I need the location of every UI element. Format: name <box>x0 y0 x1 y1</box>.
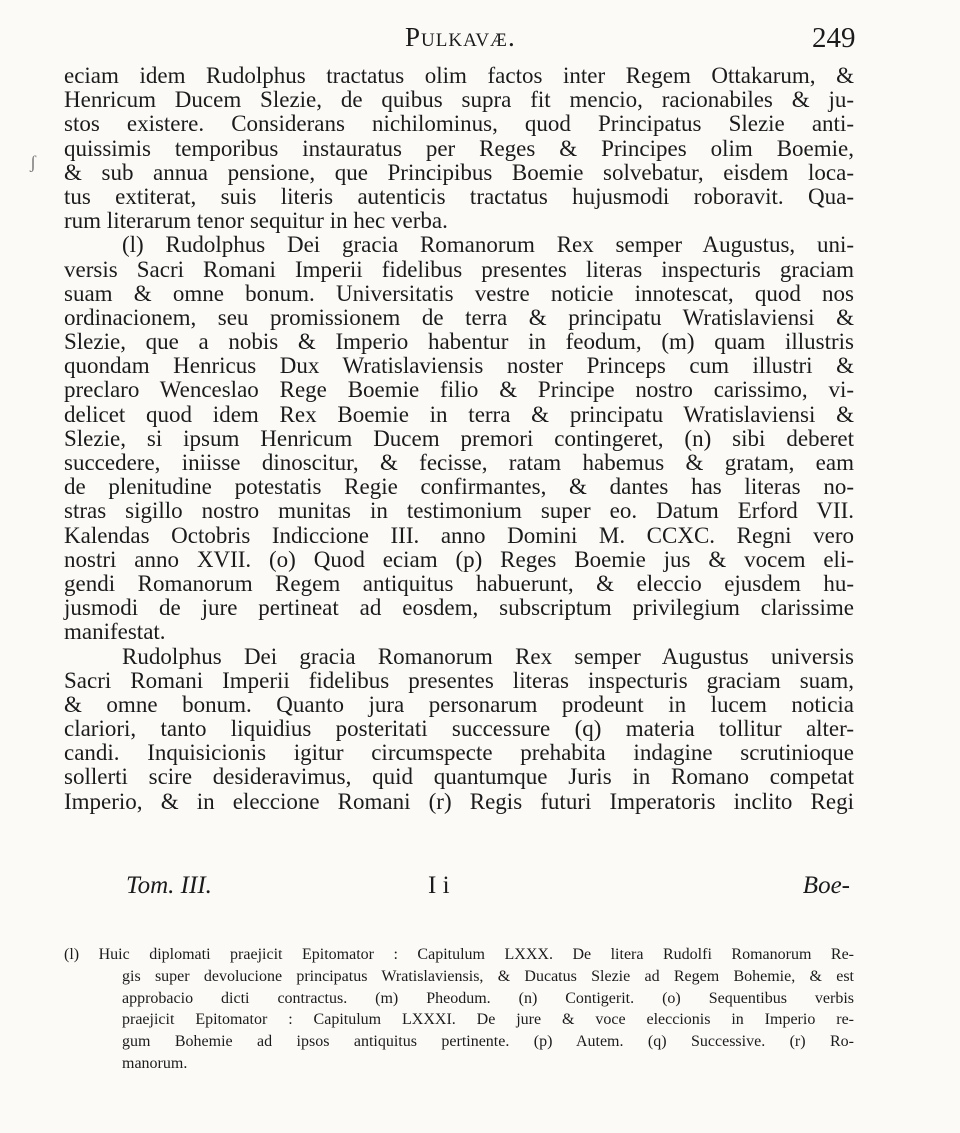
footnote-line: manorum. <box>122 1054 188 1072</box>
page-footer <box>126 872 850 906</box>
text-line: rum literarum tenor sequitur in hec verba. <box>64 208 448 234</box>
text-line: Sacri Romani Imperii fidelibus presentes literas inspecturis graciam suam, <box>64 667 854 693</box>
text-line: ordinacionem, seu promissionem de terra & principatu Wratislaviensi & <box>64 304 854 330</box>
text-line: de plenitudine potestatis Regie confirmantes, & dantes has literas no- <box>64 474 854 500</box>
text-line: preclaro Wenceslao Rege Boemie filio & Principe nostro carissimo, vi- <box>64 377 854 403</box>
running-title: Pulkavæ. <box>405 22 516 52</box>
text-line: jusmodi de jure pertineat ad eosdem, subscriptum privilegium clarissime <box>64 595 854 621</box>
volume-label: Tom. III. <box>126 872 212 899</box>
text-line: Slezie, que a nobis & Imperio habentur in feodum, (m) quam illustris <box>64 329 854 355</box>
text-line: tus extiterat, suis literis autenticis tractatus hujusmodi roboravit. Qua- <box>64 183 854 209</box>
footnotes <box>64 944 854 1075</box>
footnote-line: approbacio dicti contractus. (m) Pheodum. (n) Contigerit. (o) Sequentibus verbis <box>122 989 854 1007</box>
text-line: stras sigillo nostro munitas in testimonium super eo. Datum Erford VII. <box>64 498 854 524</box>
text-line: suam & omne bonum. Universitatis vestre noticie innotescat, quod nos <box>64 280 854 306</box>
text-line: nostri anno XVII. (o) Quod eciam (p) Reges Boemie jus & vocem eli- <box>64 546 854 572</box>
text-line: manifestat. <box>64 619 166 645</box>
text-line: versis Sacri Romani Imperii fidelibus presentes literas inspecturis graciam <box>64 256 854 282</box>
text-line: Rudolphus Dei gracia Romanorum Rex semper Augustus universis <box>122 643 854 669</box>
running-head <box>0 18 960 58</box>
text-line: eciam idem Rudolphus tractatus olim factos inter Regem Ottakarum, & <box>64 63 854 88</box>
footnote-line: gis super devolucione principatus Wratislaviensis, & Ducatus Slezie ad Regem Bohemie, & est <box>122 967 854 985</box>
text-line: Henricum Ducem Slezie, de quibus supra fit mencio, racionabiles & ju- <box>64 87 854 113</box>
page-number: 249 <box>812 22 856 54</box>
text-line: stos existere. Considerans nichilominus, quod Principatus Slezie anti- <box>64 111 854 137</box>
text-line: Kalendas Octobris Indiccione III. anno Domini M. CCXC. Regni vero <box>64 522 854 548</box>
text-line: (l) Rudolphus Dei gracia Romanorum Rex semper Augustus, uni- <box>122 232 854 258</box>
text-line: clariori, tanto liquidius posteritati successure (q) materia tollitur alter- <box>64 716 854 742</box>
text-line: Imperio, & in eleccione Romani (r) Regis futuri Imperatoris inclito Regi <box>64 788 854 814</box>
footnote-line: praejicit Epitomator : Capitulum LXXXI. De jure & voce eleccionis in Imperio re- <box>122 1011 854 1029</box>
main-text <box>64 64 854 814</box>
text-line: candi. Inquisicionis igitur circumspecte prehabita indagine scrutinioque <box>64 740 854 766</box>
footnote-line: gum Bohemie ad ipsos antiquitus pertinente. (p) Autem. (q) Successive. (r) Ro- <box>122 1033 854 1051</box>
text-line: delicet quod idem Rex Boemie in terra & principatu Wratislaviensi & <box>64 401 854 427</box>
text-line: gendi Romanorum Regem antiquitus habuerunt, & eleccio ejusdem hu- <box>64 570 854 596</box>
text-line: succedere, iniisse dinoscitur, & fecisse, ratam habemus & gratam, eam <box>64 450 854 475</box>
signature-mark: I i <box>428 872 450 899</box>
margin-mark: ʃ <box>30 152 36 172</box>
footnote-line: (l) Huic diplomati praejicit Epitomator : Capitulum LXXX. De litera Rudolfi Romanorum Re- <box>64 946 854 963</box>
text-line: Slezie, si ipsum Henricum Ducem premori contingeret, (n) sibi deberet <box>64 425 854 451</box>
text-line: quondam Henricus Dux Wratislaviensis noster Princeps cum illustri & <box>64 353 854 379</box>
text-line: quissimis temporibus instauratus per Reges & Principes olim Boemie, <box>64 135 854 161</box>
catchword: Boe- <box>802 872 850 899</box>
text-line: & sub annua pensione, que Principibus Boemie solvebatur, eisdem loca- <box>64 159 854 185</box>
text-line: & omne bonum. Quanto jura personarum prodeunt in lucem noticia <box>64 691 854 717</box>
text-line: sollerti scire desideravimus, quid quantumque Juris in Romano competat <box>64 764 854 790</box>
